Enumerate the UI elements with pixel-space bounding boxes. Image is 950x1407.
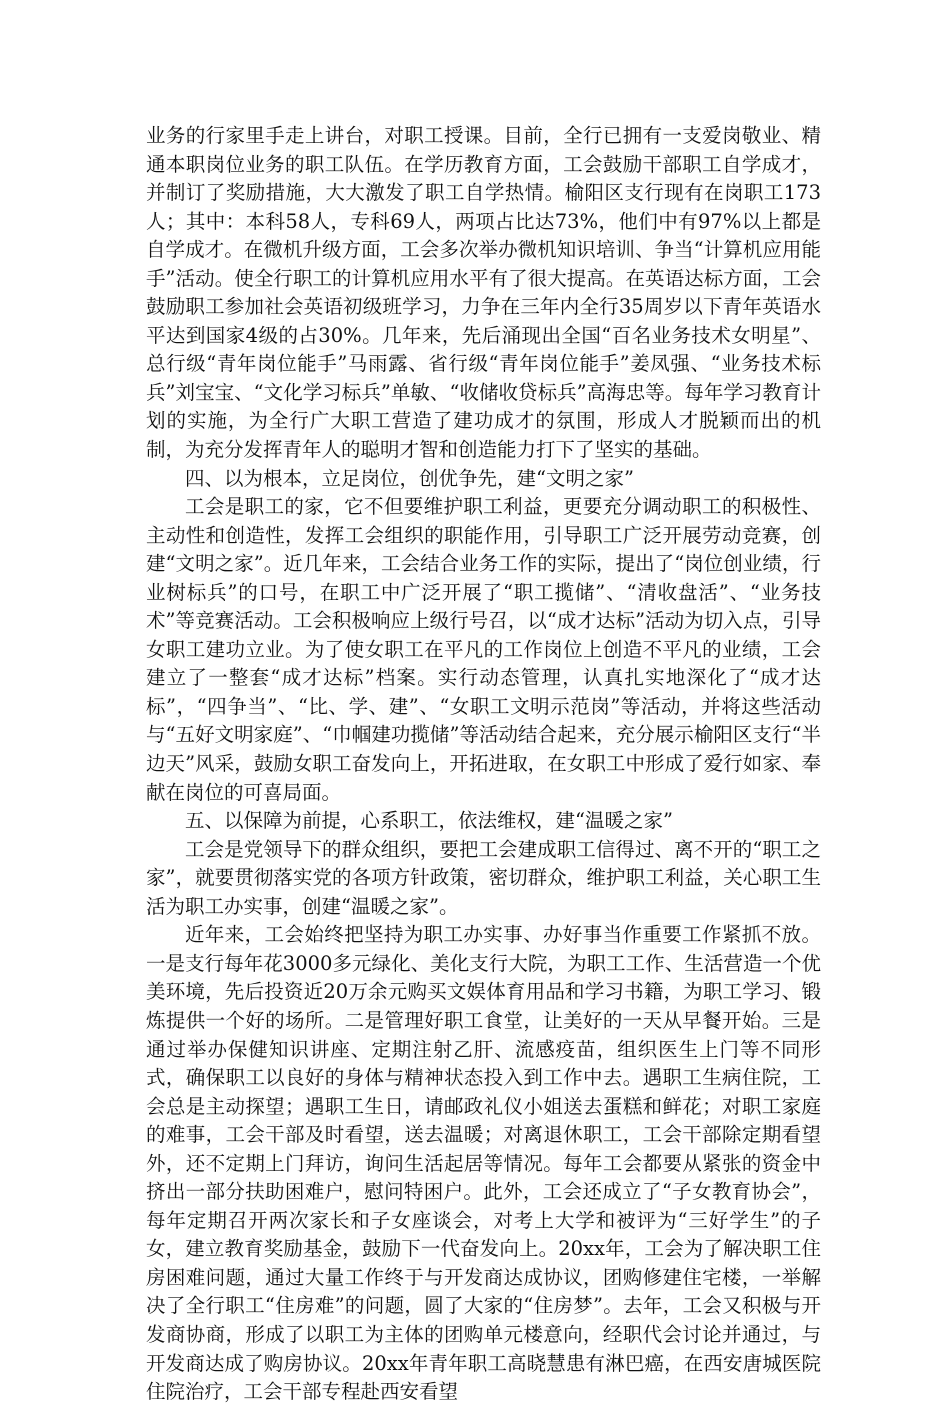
document-body — [146, 122, 821, 1407]
section-heading-warm-home: 五、以保障为前提，心系职工，依法维权，建“温暖之家” — [185, 809, 673, 833]
paragraph-warm-home-details: 近年来，工会始终把坚持为职工办实事、办好事当作重要工作紧抓不放。一是支行每年花3000多元绿化、美化支行大院，为职工工作、生活营造一个优美环境，先后投资近20万余元购买文娱体育用品和学习书籍，为职工学习、锻炼提供一个好的场所。二是管理好职工食堂，让美好的一天从早餐开始。三是通过举办保健知识讲座、定期注射乙肝、流感疫苗，组织医生上门等不同形式，确保职工以良好的身体与精神状态投入到工作中去。遇职工生病住院，工会总是主动探望；遇职工生日，请邮政礼仪小姐送去蛋糕和鲜花；对职工家庭的难事，工会干部及时看望，送去温暖；对离退休职工，工会干部除定期看望外，还不定期上门拜访，询问生活起居等情况。每年工会都要从紧张的资金中挤出一部分扶助困难户，慰问特困户。此外，工会还成立了“子女教育协会”，每年定期召开两次家长和子女座谈会，对考上大学和被评为“三好学生”的子女，建立教育奖励基金，鼓励下一代奋发向上。20xx年，工会为了解决职工住房困难问题，通过大量工作终于与开发商达成协议，团购修建住宅楼，一举解决了全行职工“住房难”的问题，圆了大家的“住房梦”。去年，工会又积极与开发商协商，形成了以职工为主体的团购单元楼意向，经职代会讨论并通过，与开发商达成了购房协议。20xx年青年职工高晓慧患有淋巴癌，在西安唐城医院住院治疗，工会干部专程赴西安看望 — [146, 923, 821, 1404]
section-heading-civilized-home: 四、以为根本，立足岗位，创优争先，建“文明之家” — [185, 466, 634, 490]
paragraph-education-achievements: 业务的行家里手走上讲台，对职工授课。目前，全行已拥有一支爱岗敬业、精通本职岗位业务的职工队伍。在学历教育方面，工会鼓励干部职工自学成才，并制订了奖励措施，大大激发了职工自学热情。榆阳区支行现有在岗职工173人；其中：本科58人，专科69人，两项占比达73%，他们中有97%以上都是自学成才。在微机升级方面，工会多次举办微机知识培训、争当“计算机应用能手”活动。使全行职工的计算机应用水平有了很大提高。在英语达标方面，工会鼓励职工参加社会英语初级班学习，力争在三年内全行35周岁以下青年英语水平达到国家4级的占30%。几年来，先后涌现出全国“百名业务技术女明星”、总行级“青年岗位能手”马雨露、省行级“青年岗位能手”姜凤强、“业务技术标兵”刘宝宝、“文化学习标兵”单敏、“收储收贷标兵”高海忠等。每年学习教育计划的实施，为全行广大职工营造了建功成才的氛围，形成人才脱颖而出的机制，为充分发挥青年人的聪明才智和创造能力打下了坚实的基础。 — [146, 124, 821, 462]
paragraph-civilized-home: 工会是职工的家，它不但要维护职工利益，更要充分调动职工的积极性、主动性和创造性，发挥工会组织的职能作用，引导职工广泛开展劳动竞赛，创建“文明之家”。近几年来，工会结合业务工作的实际，提出了“岗位创业绩，行业树标兵”的口号，在职工中广泛开展了“职工揽储”、“清收盘活”、“业务技术”等竞赛活动。工会积极响应上级行号召，以“成才达标”活动为切入点，引导女职工建功立业。为了使女职工在平凡的工作岗位上创造不平凡的业绩，工会建立了一整套“成才达标”档案。实行动态管理，认真扎实地深化了“成才达标”，“四争当”、“比、学、建”、“女职工文明示范岗”等活动，并将这些活动与“五好文明家庭”、“巾帼建功揽储”等活动结合起来，充分展示榆阳区支行“半边天”风采，鼓励女职工奋发向上，开拓进取，在女职工中形成了爱行如家、奉献在岗位的可喜局面。 — [146, 495, 821, 804]
paragraph-warm-home-intro: 工会是党领导下的群众组织，要把工会建成职工信得过、离不开的“职工之家”，就要贯彻落实党的各项方针政策，密切群众，维护职工利益，关心职工生活为职工办实事，创建“温暖之家”。 — [146, 837, 821, 918]
